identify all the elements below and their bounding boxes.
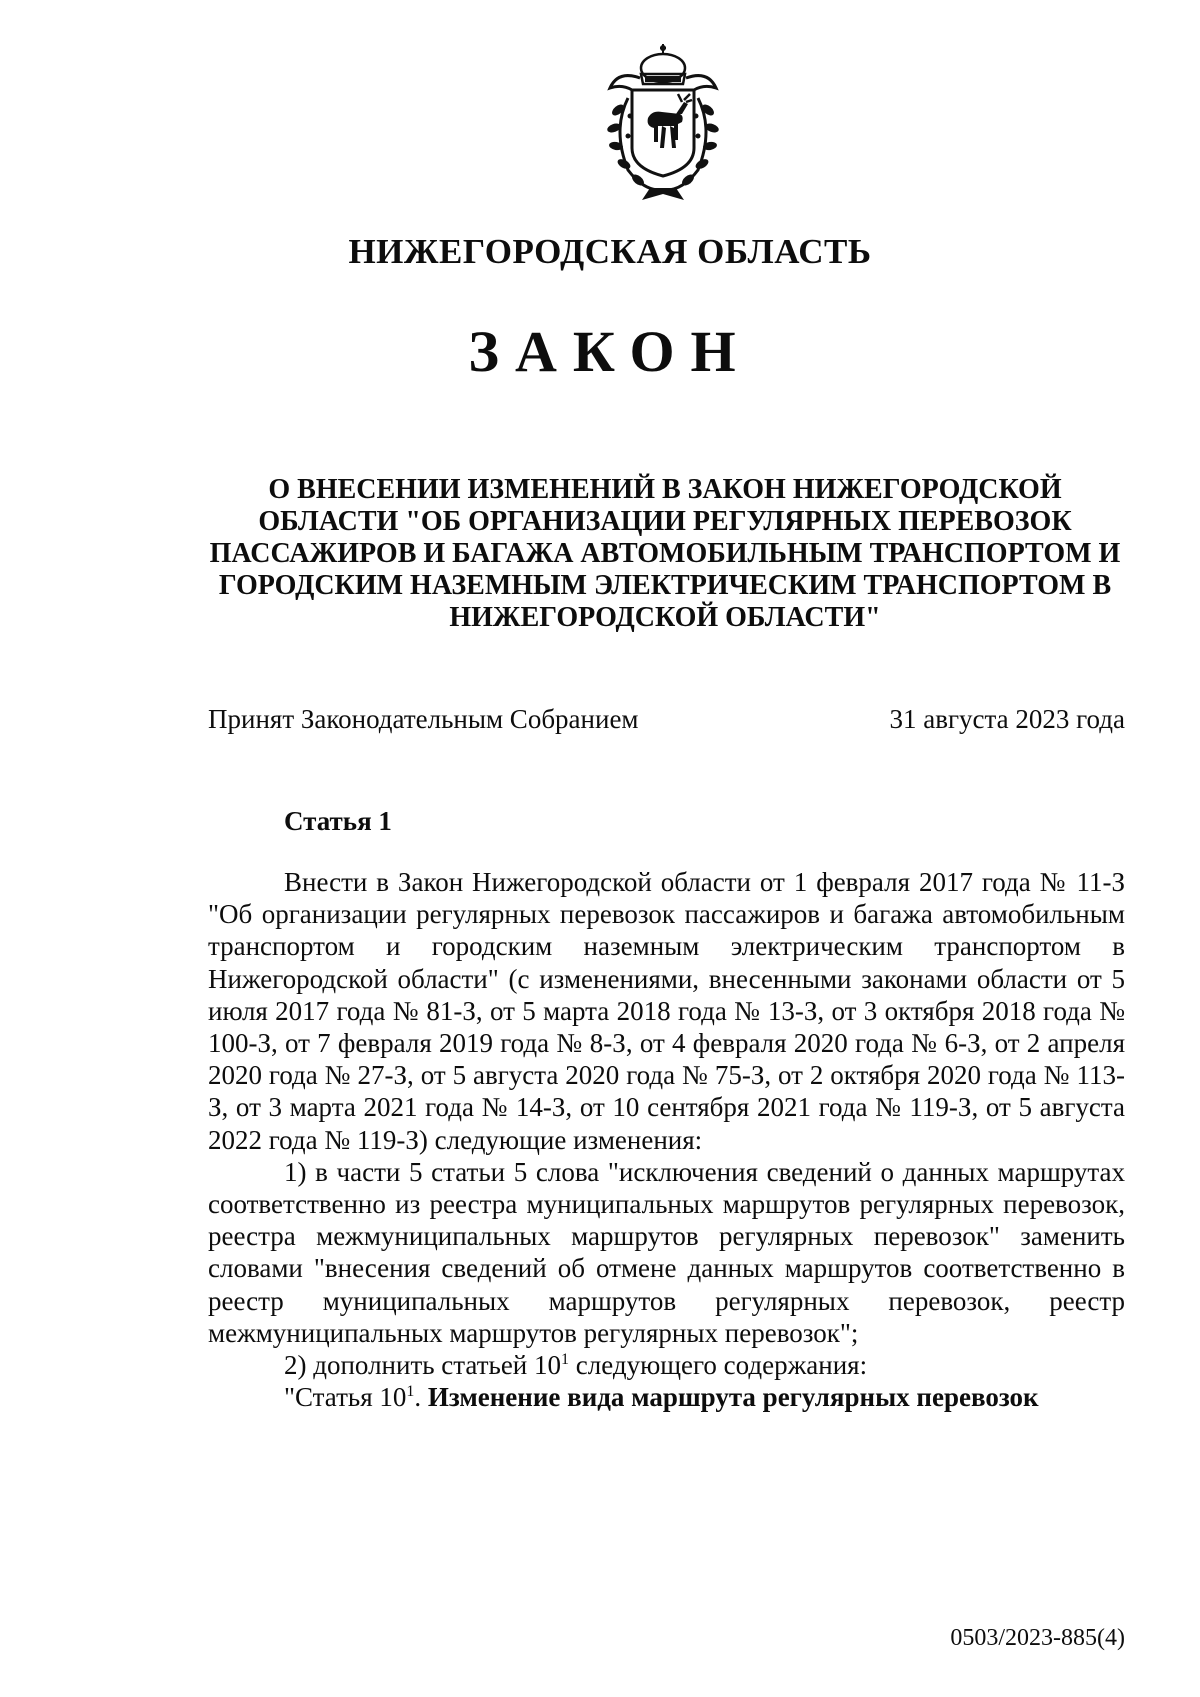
item-2-tail: следующего содержания: <box>569 1350 868 1381</box>
article-heading: Статья 1 <box>284 806 392 836</box>
article-item-1: 1) в части 5 статьи 5 слова "исключения сведений о данных маршрутах соответственно из реестра муниципальных маршрутов регулярных перевозок, реестра межмуниципальных маршрутов регулярных перевозок" заменить словами "внесения сведений об отмене данных маршрутов соответственно в реестр муниципальных маршрутов регулярных перевозок, реестр межмуниципальных маршрутов регулярных перевозок"; <box>208 1156 1125 1348</box>
new-article-heading <box>208 1381 1125 1413</box>
item-2-text: 2) дополнить статьей 10 <box>284 1350 562 1381</box>
new-article-dot: . <box>414 1382 428 1413</box>
article-item-2 <box>208 1349 1125 1381</box>
coat-of-arms-icon <box>588 40 738 205</box>
document-type: ЗАКОН <box>468 319 752 384</box>
adoption-label: Принят Законодательным Собранием <box>208 704 639 734</box>
document-number: 0503/2023-885(4) <box>950 1625 1125 1651</box>
law-title: О ВНЕСЕНИИ ИЗМЕНЕНИЙ В ЗАКОН НИЖЕГОРОДСКОЙ ОБЛАСТИ "ОБ ОРГАНИЗАЦИИ РЕГУЛЯРНЫХ ПЕРЕВОЗОК ПАССАЖИРОВ И БАГАЖА АВТОМОБИЛЬНЫМ ТРАНСПОРТОМ И ГОРОДСКИМ НАЗЕМНЫМ ЭЛЕКТРИЧЕСКИМ ТРАНСПОРТОМ В НИЖЕГОРОДСКОЙ ОБЛАСТИ" <box>209 474 1121 633</box>
new-article-label: "Статья 10 <box>284 1382 407 1413</box>
article-intro-paragraph: Внести в Закон Нижегородской области от 1 февраля 2017 года № 11-З "Об организации регулярных перевозок пассажиров и багажа автомобильным транспортом и городским наземным электрическим транспортом в Нижегородской области" (с изменениями, внесенными законами области от 5 июля 2017 года № 81-З, от 5 марта 2018 года № 13-З, от 3 октября 2018 года № 100-З, от 7 февраля 2019 года № 8-З, от 4 февраля 2020 года № 6-З, от 2 апреля 2020 года № 27-З, от 5 августа 2020 года № 75-З, от 2 октября 2020 года № 113-З, от 3 марта 2021 года № 14-З, от 10 сентября 2021 года № 119-З, от 5 августа 2022 года № 119-З) следующие изменения: <box>208 867 1125 1155</box>
item-2-superscript: 1 <box>561 1351 570 1369</box>
region-heading: НИЖЕГОРОДСКАЯ ОБЛАСТЬ <box>348 232 872 271</box>
adoption-line <box>208 704 1125 735</box>
new-article-superscript: 1 <box>406 1383 415 1401</box>
new-article-title: Изменение вида маршрута регулярных перевозок <box>427 1382 1039 1413</box>
article-body <box>208 866 1125 1413</box>
adoption-date: 31 августа 2023 года <box>889 704 1125 734</box>
